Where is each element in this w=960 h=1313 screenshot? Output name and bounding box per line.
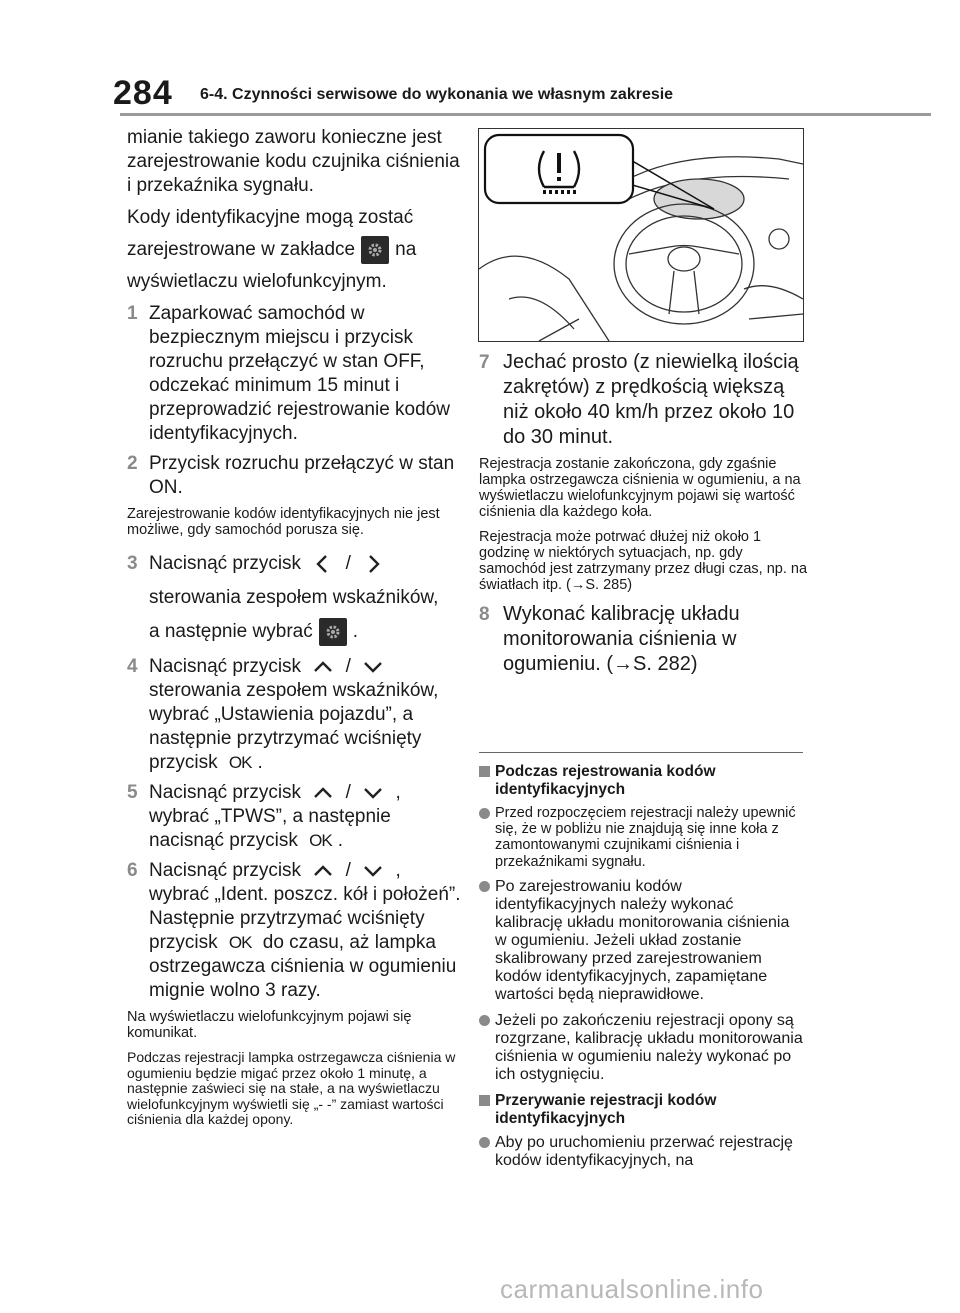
slash-text: / xyxy=(345,782,351,803)
info-bullet xyxy=(479,805,805,870)
step-2 xyxy=(127,452,462,500)
bullet-text: Po zarejestrowaniu kodów identyfikacyjnych należy wykonać kalibrację układu monitorowania ciśnienia w ogumieniu. Jeżeli układ zostanie skalibrowany przed zarejestrowaniem kodów identyfikacyjnych, zapamiętane wartości będą nieprawidłowe. xyxy=(495,877,790,1003)
note-step-7a: Rejestracja zostanie zakończona, gdy zgaśnie lampka ostrzegawcza ciśnienia w ogumieniu, a na wyświetlaczu wielofunkcyjnym pojawi się wartość ciśnienia dla każdego koła. xyxy=(479,456,801,520)
step-text: Nacisnąć przycisk xyxy=(149,782,302,803)
step-text: Zaparkować samochód w bezpiecznym miejscu i przycisk rozruchu przełączyć w stan OFF, odczekać minimum 15 minut i przeprowadzić rejestrowanie kodów identyfikacyjnych. xyxy=(149,303,450,444)
step-text: sterowania zespołem wskaźników, xyxy=(149,587,439,608)
chevron-down-icon xyxy=(361,782,385,804)
note-step-2: Zarejestrowanie kodów identyfikacyjnych nie jest możliwe, gdy samochód porusza się. xyxy=(127,506,440,538)
period: . xyxy=(257,752,263,773)
bullet-text: Aby po uruchomieniu przerwać rejestrację kodów identyfikacyjnych, na xyxy=(495,1133,793,1169)
watermark: carmanualsonline.info xyxy=(500,1274,764,1304)
period: . xyxy=(337,830,344,851)
chevron-up-icon xyxy=(311,656,335,678)
note-step-7b: Rejestracja może potrwać dłużej niż około 1 godzinę w niektórych sytuacjach, np. gdy samochód jest zatrzymany przez długi czas, np. na światłach itp. (→S. 285) xyxy=(479,529,808,593)
step-text: a następnie wybrać xyxy=(149,621,313,642)
step-number: 8 xyxy=(479,604,490,625)
period: . xyxy=(352,621,358,642)
slash-text: / xyxy=(345,656,351,677)
right-column xyxy=(479,350,809,683)
step-8 xyxy=(479,602,809,677)
step-3 xyxy=(127,547,462,649)
chevron-right-icon xyxy=(361,553,385,575)
section-separator xyxy=(479,752,803,753)
info-bullet xyxy=(479,1134,805,1170)
step-number: 5 xyxy=(127,782,138,803)
step-1 xyxy=(127,302,462,446)
heading-text: Podczas rejestrowania kodów identyfikacyjnych xyxy=(495,763,716,798)
note-step-6b: Podczas rejestracji lampka ostrzegawcza ciśnienia w ogumieniu będzie migać przez około 1 minutę, a następnie zaświeci się na stałe, a na wyświetlaczu wielofunkcyjnym wyświetli się „- -” zamiast wartości ciśnienia dla każdej opony. xyxy=(127,1049,456,1127)
settings-gear-icon xyxy=(319,618,347,646)
step-text: , wybrać „Ident. poszcz. kół i położeń”. Następnie przytrzymać wciśnięty przycisk xyxy=(149,860,461,953)
codes-line-2 xyxy=(127,236,462,264)
step-5 xyxy=(127,781,462,853)
codes-text: zarejestrowane w zakładce xyxy=(127,239,356,261)
chevron-up-icon xyxy=(311,782,335,804)
step-text: Nacisnąć przycisk xyxy=(149,860,302,881)
steering-dashboard-drawing xyxy=(479,129,803,341)
step-text: Wykonać kalibrację układu monitorowania ciśnienia w ogumieniu. (→S. 282) xyxy=(503,603,740,675)
square-bullet-icon xyxy=(479,766,490,777)
round-bullet-icon xyxy=(479,1137,490,1148)
heading-text: Przerywanie rejestracji kodów identyfikacyjnych xyxy=(495,1091,717,1127)
step-7 xyxy=(479,350,809,450)
chevron-down-icon xyxy=(361,860,385,882)
ok-button-icon: OK xyxy=(228,753,252,772)
step-number: 2 xyxy=(127,453,138,474)
step-text: Jechać prosto (z niewielką ilością zakrętów) z prędkością większą niż około 40 km/h przez około 10 do 30 minut. xyxy=(503,351,799,448)
step-number: 6 xyxy=(127,860,138,881)
square-bullet-icon xyxy=(479,1095,490,1106)
step-text: Przycisk rozruchu przełączyć w stan ON. xyxy=(149,453,455,498)
step-number: 7 xyxy=(479,352,490,373)
header-rule xyxy=(120,113,931,116)
step-number: 4 xyxy=(127,656,138,677)
info-heading-registration xyxy=(479,763,805,799)
intro-paragraph: mianie takiego zaworu konieczne jest zarejestrowanie kodu czujnika ciśnienia i przekaźnika sygnału. xyxy=(127,127,460,196)
codes-text-na: na xyxy=(395,239,417,261)
chevron-left-icon xyxy=(311,553,335,575)
bullet-text: Jeżeli po zakończeniu rejestracji opony są rozgrzane, kalibrację układu monitorowania ciśnienia w ogumieniu należy wykonać po ich ostygnięciu. xyxy=(495,1011,803,1083)
step-6 xyxy=(127,859,462,1003)
step-text: , wybrać „TPWS”, a następnie nacisnąć przycisk xyxy=(149,782,401,851)
info-box xyxy=(479,763,805,1178)
ok-button-icon: OK xyxy=(309,831,332,850)
round-bullet-icon xyxy=(479,881,490,892)
codes-line-3: wyświetlaczu wielofunkcyjnym. xyxy=(127,271,387,292)
step-number: 1 xyxy=(127,303,138,324)
dashboard-illustration xyxy=(478,128,804,342)
step-text: Nacisnąć przycisk xyxy=(149,656,302,677)
info-heading-cancel xyxy=(479,1092,805,1128)
info-bullet xyxy=(479,1012,805,1084)
slash-text: / xyxy=(345,860,351,881)
settings-gear-icon xyxy=(361,236,389,264)
step-4 xyxy=(127,655,462,775)
round-bullet-icon xyxy=(479,1015,490,1026)
note-step-6a: Na wyświetlaczu wielofunkcyjnym pojawi się komunikat. xyxy=(127,1009,412,1041)
slash-text: / xyxy=(345,553,351,574)
info-bullet xyxy=(479,878,805,1004)
chevron-down-icon xyxy=(361,656,385,678)
section-title: 6-4. Czynności serwisowe do wykonania we własnym zakresie xyxy=(200,86,674,103)
chevron-up-icon xyxy=(311,860,335,882)
step-number: 3 xyxy=(127,553,138,574)
page-number: 284 xyxy=(113,74,173,112)
codes-line-1: Kody identyfikacyjne mogą zostać xyxy=(127,207,414,228)
round-bullet-icon xyxy=(479,808,490,819)
step-text: sterowania zespołem wskaźników, wybrać „Ustawienia pojazdu”, a następnie przytrzymać wciśnięty przycisk xyxy=(149,680,439,773)
step-text: do czasu, aż lampka ostrzegawcza ciśnienia w ogumieniu mignie wolno 3 razy. xyxy=(149,932,457,1001)
ok-button-icon: OK xyxy=(228,933,252,952)
left-column xyxy=(127,126,462,1137)
step-text: Nacisnąć przycisk xyxy=(149,553,302,574)
bullet-text: Przed rozpoczęciem rejestracji należy upewnić się, że w pobliżu nie znajdują się inne koła z zamontowanymi czujnikami ciśnienia i przekaźnikami sygnału. xyxy=(495,805,796,870)
